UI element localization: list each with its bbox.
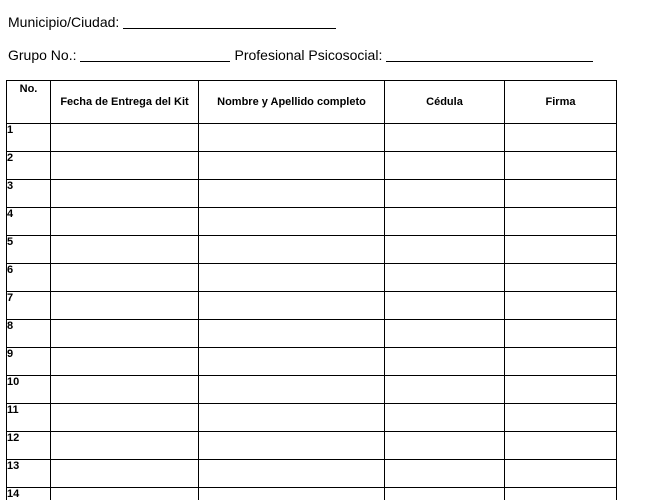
cedula-cell[interactable] bbox=[385, 292, 505, 320]
firma-cell[interactable] bbox=[505, 376, 617, 404]
cedula-cell[interactable] bbox=[385, 320, 505, 348]
cedula-cell[interactable] bbox=[385, 488, 505, 500]
firma-cell[interactable] bbox=[505, 292, 617, 320]
table-row bbox=[7, 376, 617, 404]
table-row bbox=[7, 180, 617, 208]
column-header-nombre: Nombre y Apellido completo bbox=[199, 81, 385, 124]
cedula-cell[interactable] bbox=[385, 236, 505, 264]
cedula-cell[interactable] bbox=[385, 376, 505, 404]
cedula-cell[interactable] bbox=[385, 404, 505, 432]
grupo-profesional-row bbox=[8, 47, 593, 63]
nombre-cell[interactable] bbox=[199, 208, 385, 236]
row-number: 12 bbox=[7, 432, 51, 460]
firma-cell[interactable] bbox=[505, 236, 617, 264]
fecha-cell[interactable] bbox=[51, 404, 199, 432]
column-header-no: No. bbox=[7, 81, 51, 124]
fecha-cell[interactable] bbox=[51, 236, 199, 264]
cedula-cell[interactable] bbox=[385, 348, 505, 376]
fecha-cell[interactable] bbox=[51, 180, 199, 208]
table-row bbox=[7, 124, 617, 152]
cedula-cell[interactable] bbox=[385, 264, 505, 292]
row-number: 7 bbox=[7, 292, 51, 320]
fecha-cell[interactable] bbox=[51, 348, 199, 376]
municipio-field-row bbox=[8, 14, 336, 30]
fecha-cell[interactable] bbox=[51, 208, 199, 236]
firma-cell[interactable] bbox=[505, 348, 617, 376]
cedula-cell[interactable] bbox=[385, 460, 505, 488]
table-header-row bbox=[7, 81, 617, 124]
nombre-cell[interactable] bbox=[199, 376, 385, 404]
table-row bbox=[7, 348, 617, 376]
table-row bbox=[7, 152, 617, 180]
table-row bbox=[7, 208, 617, 236]
cedula-cell[interactable] bbox=[385, 124, 505, 152]
profesional-label: Profesional Psicosocial: bbox=[234, 47, 383, 63]
table-row bbox=[7, 404, 617, 432]
firma-cell[interactable] bbox=[505, 208, 617, 236]
grupo-label: Grupo No.: bbox=[8, 47, 77, 63]
cedula-cell[interactable] bbox=[385, 152, 505, 180]
nombre-cell[interactable] bbox=[199, 292, 385, 320]
cedula-cell[interactable] bbox=[385, 208, 505, 236]
nombre-cell[interactable] bbox=[199, 460, 385, 488]
table-row bbox=[7, 292, 617, 320]
firma-cell[interactable] bbox=[505, 460, 617, 488]
row-number: 9 bbox=[7, 348, 51, 376]
row-number: 10 bbox=[7, 376, 51, 404]
firma-cell[interactable] bbox=[505, 152, 617, 180]
row-number: 4 bbox=[7, 208, 51, 236]
firma-cell[interactable] bbox=[505, 124, 617, 152]
cedula-cell[interactable] bbox=[385, 180, 505, 208]
fecha-cell[interactable] bbox=[51, 124, 199, 152]
cedula-cell[interactable] bbox=[385, 432, 505, 460]
row-number: 3 bbox=[7, 180, 51, 208]
municipio-label: Municipio/Ciudad: bbox=[8, 14, 120, 30]
table-row bbox=[7, 236, 617, 264]
row-number: 14 bbox=[7, 488, 51, 500]
column-header-fecha: Fecha de Entrega del Kit bbox=[51, 81, 199, 124]
table-row bbox=[7, 460, 617, 488]
municipio-blank-line bbox=[123, 14, 336, 29]
nombre-cell[interactable] bbox=[199, 432, 385, 460]
row-number: 8 bbox=[7, 320, 51, 348]
table-row bbox=[7, 320, 617, 348]
fecha-cell[interactable] bbox=[51, 152, 199, 180]
nombre-cell[interactable] bbox=[199, 488, 385, 500]
table-row bbox=[7, 488, 617, 500]
row-number: 11 bbox=[7, 404, 51, 432]
nombre-cell[interactable] bbox=[199, 124, 385, 152]
fecha-cell[interactable] bbox=[51, 264, 199, 292]
firma-cell[interactable] bbox=[505, 432, 617, 460]
nombre-cell[interactable] bbox=[199, 404, 385, 432]
firma-cell[interactable] bbox=[505, 180, 617, 208]
fecha-cell[interactable] bbox=[51, 320, 199, 348]
column-header-firma: Firma bbox=[505, 81, 617, 124]
row-number: 6 bbox=[7, 264, 51, 292]
table-row bbox=[7, 264, 617, 292]
table-row bbox=[7, 432, 617, 460]
firma-cell[interactable] bbox=[505, 320, 617, 348]
firma-cell[interactable] bbox=[505, 404, 617, 432]
nombre-cell[interactable] bbox=[199, 264, 385, 292]
fecha-cell[interactable] bbox=[51, 292, 199, 320]
nombre-cell[interactable] bbox=[199, 348, 385, 376]
row-number: 2 bbox=[7, 152, 51, 180]
fecha-cell[interactable] bbox=[51, 376, 199, 404]
row-number: 1 bbox=[7, 124, 51, 152]
table-body bbox=[7, 124, 617, 500]
row-number: 5 bbox=[7, 236, 51, 264]
delivery-table bbox=[6, 80, 617, 500]
column-header-cedula: Cédula bbox=[385, 81, 505, 124]
fecha-cell[interactable] bbox=[51, 432, 199, 460]
nombre-cell[interactable] bbox=[199, 152, 385, 180]
profesional-blank-line bbox=[386, 47, 593, 62]
row-number: 13 bbox=[7, 460, 51, 488]
grupo-blank-line bbox=[80, 47, 230, 62]
nombre-cell[interactable] bbox=[199, 236, 385, 264]
fecha-cell[interactable] bbox=[51, 488, 199, 500]
firma-cell[interactable] bbox=[505, 264, 617, 292]
firma-cell[interactable] bbox=[505, 488, 617, 500]
nombre-cell[interactable] bbox=[199, 180, 385, 208]
fecha-cell[interactable] bbox=[51, 460, 199, 488]
nombre-cell[interactable] bbox=[199, 320, 385, 348]
